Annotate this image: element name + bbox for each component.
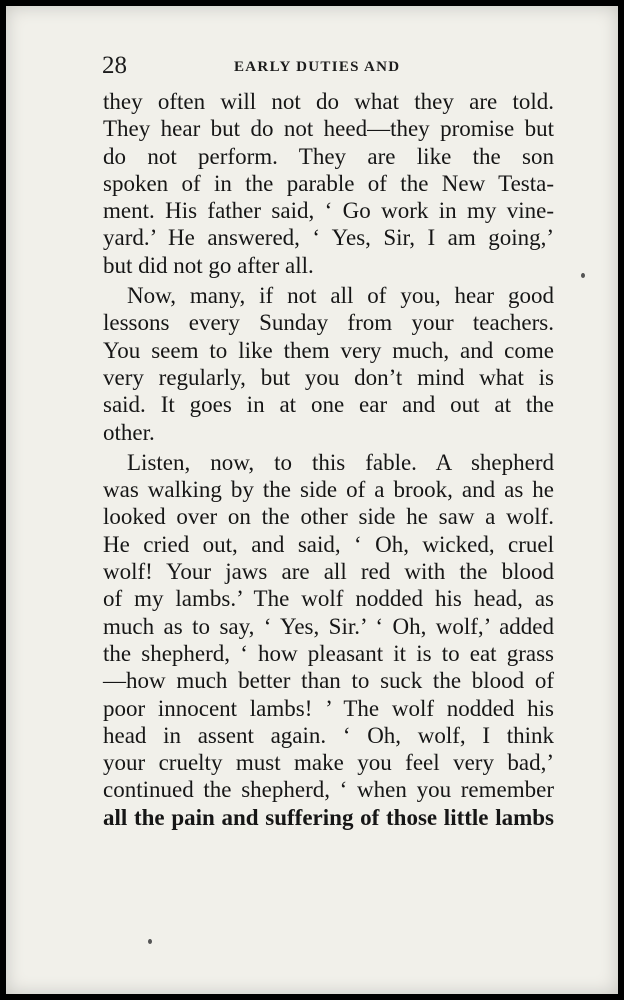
text-line: spoken of in the parable of the New Testa-: [103, 170, 554, 196]
paragraph-2: [103, 282, 554, 446]
book-page: [6, 6, 618, 994]
text-line: Now, many, if not all of you, hear good: [127, 283, 554, 309]
text-line: other.: [103, 419, 155, 445]
text-line: but did not go after all.: [103, 252, 314, 278]
running-head: EARLY DUTIES AND: [234, 59, 401, 75]
text-line: You seem to like them very much, and come: [103, 337, 554, 363]
text-line: lessons every Sunday from your teachers.: [103, 310, 554, 336]
text-line: much as to say, ‘ Yes, Sir.’ ‘ Oh, wolf,’ added: [103, 613, 554, 639]
text-line: the shepherd, ‘ how pleasant it is to eat grass: [103, 640, 554, 666]
text-line: looked over on the other side he saw a wolf.: [103, 504, 554, 530]
paper-speck: [148, 939, 152, 944]
paragraph-3: [103, 449, 554, 831]
page-number: 28: [102, 52, 127, 79]
text-line: head in assent again. ‘ Oh, wolf, I think: [103, 722, 554, 748]
paper-speck: [581, 273, 585, 278]
text-line: said. It goes in at one ear and out at the: [103, 392, 554, 418]
text-line: yard.’ He answered, ‘ Yes, Sir, I am going,’: [103, 225, 554, 251]
body-text: [103, 88, 554, 834]
text-line: They hear but do not heed—they promise but: [103, 116, 554, 142]
text-line: of my lambs.’ The wolf nodded his head, as: [103, 586, 554, 612]
page-header: [102, 52, 562, 82]
text-line: your cruelty must make you feel very bad,’: [103, 750, 554, 776]
text-line: was walking by the side of a brook, and as he: [103, 477, 554, 503]
paragraph-1: [103, 88, 554, 279]
text-line: poor innocent lambs! ’ The wolf nodded his: [103, 695, 554, 721]
text-line: wolf! Your jaws are all red with the blood: [103, 559, 554, 585]
text-line: do not perform. They are like the son: [103, 143, 554, 169]
text-line: they often will not do what they are told.: [103, 89, 554, 114]
text-line: ment. His father said, ‘ Go work in my vine-: [103, 198, 554, 224]
text-line: all the pain and suffering of those little lambs: [103, 804, 554, 830]
text-line: He cried out, and said, ‘ Oh, wicked, cruel: [103, 531, 554, 557]
text-line: very regularly, but you don’t mind what is: [103, 364, 554, 390]
text-line: —how much better than to suck the blood of: [103, 668, 554, 694]
text-line: Listen, now, to this fable. A shepherd: [127, 449, 554, 475]
text-line: continued the shepherd, ‘ when you remember: [103, 777, 554, 803]
